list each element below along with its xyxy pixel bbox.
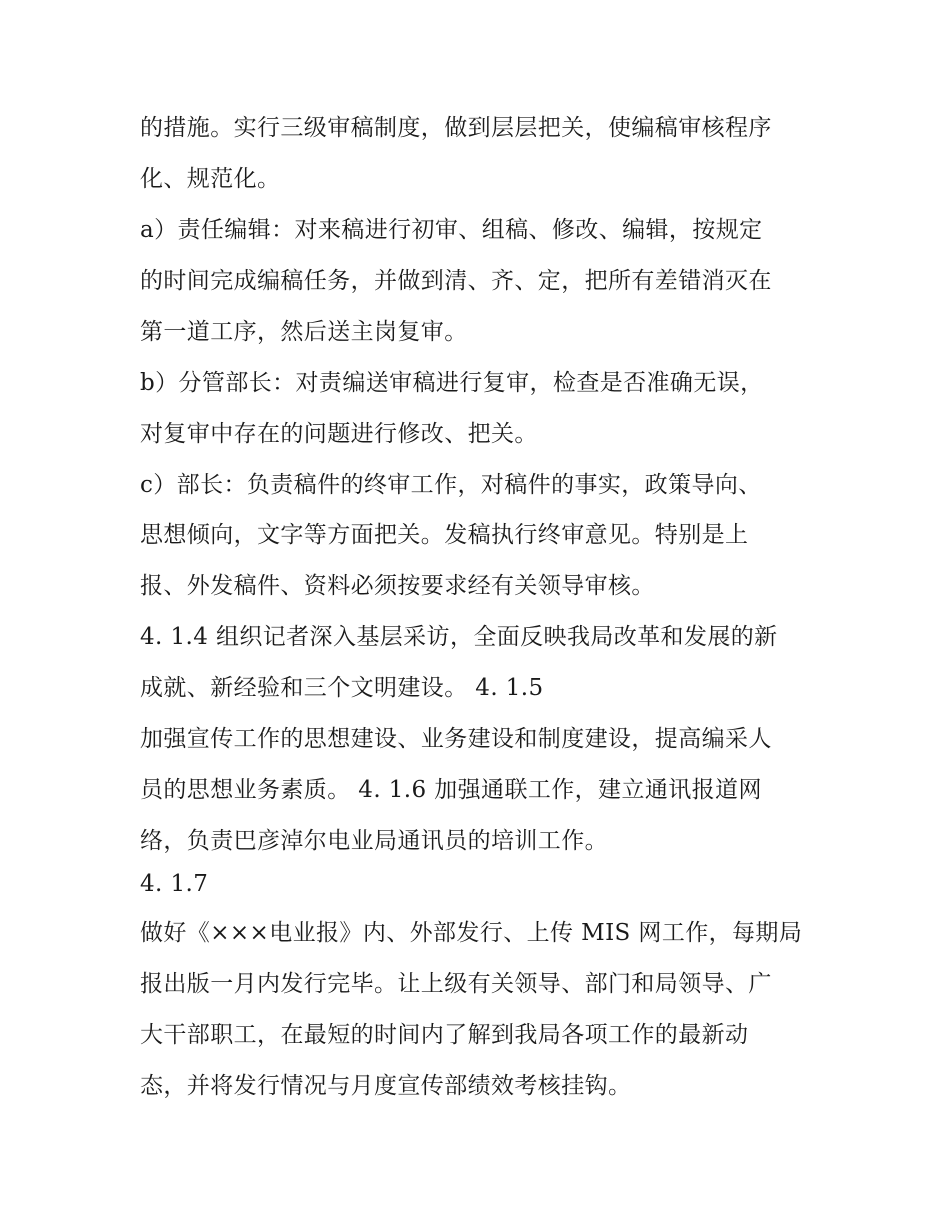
text-line: 络，负责巴彦淖尔电业局通讯员的培训工作。 <box>140 828 608 854</box>
text-line: c）部长：负责稿件的终审工作，对稿件的事实，政策导向、 <box>140 472 762 498</box>
text-line: 报、外发稿件、资料必须按要求经有关领导审核。 <box>140 573 655 599</box>
text-line: 态，并将发行情况与月度宣传部绩效考核挂钩。 <box>140 1073 632 1099</box>
text-line: 的时间完成编稿任务，并做到清、齐、定，把所有差错消灭在 <box>140 268 772 294</box>
text-line: 对复审中存在的问题进行修改、把关。 <box>140 421 538 447</box>
text-line: b）分管部长：对责编送审稿进行复审，检查是否准确无误， <box>140 370 764 396</box>
text-line: a）责任编辑：对来稿进行初审、组稿、修改、编辑，按规定 <box>140 217 763 243</box>
text-line: 成就、新经验和三个文明建设。 4. 1.5 <box>140 675 544 701</box>
text-line: 4. 1.7 <box>140 871 209 897</box>
text-line: 员的思想业务素质。 4. 1.6 加强通联工作，建立通讯报道网 <box>140 777 762 803</box>
text-line: 做好《×××电业报》内、外部发行、上传 MIS 网工作，每期局 <box>140 920 803 946</box>
text-line: 化、规范化。 <box>140 166 281 192</box>
text-line: 第一道工序，然后送主岗复审。 <box>140 319 468 345</box>
text-line: 报出版一月内发行完毕。让上级有关领导、部门和局领导、广 <box>140 971 772 997</box>
text-line: 4. 1.4 组织记者深入基层采访，全面反映我局改革和发展的新 <box>140 624 778 650</box>
text-line: 大干部职工，在最短的时间内了解到我局各项工作的最新动 <box>140 1022 749 1048</box>
text-line: 思想倾向，文字等方面把关。发稿执行终审意见。特别是上 <box>140 522 749 548</box>
text-line: 的措施。实行三级审稿制度，做到层层把关，使编稿审核程序 <box>140 115 772 141</box>
text-line: 加强宣传工作的思想建设、业务建设和制度建设，提高编采人 <box>140 726 772 752</box>
